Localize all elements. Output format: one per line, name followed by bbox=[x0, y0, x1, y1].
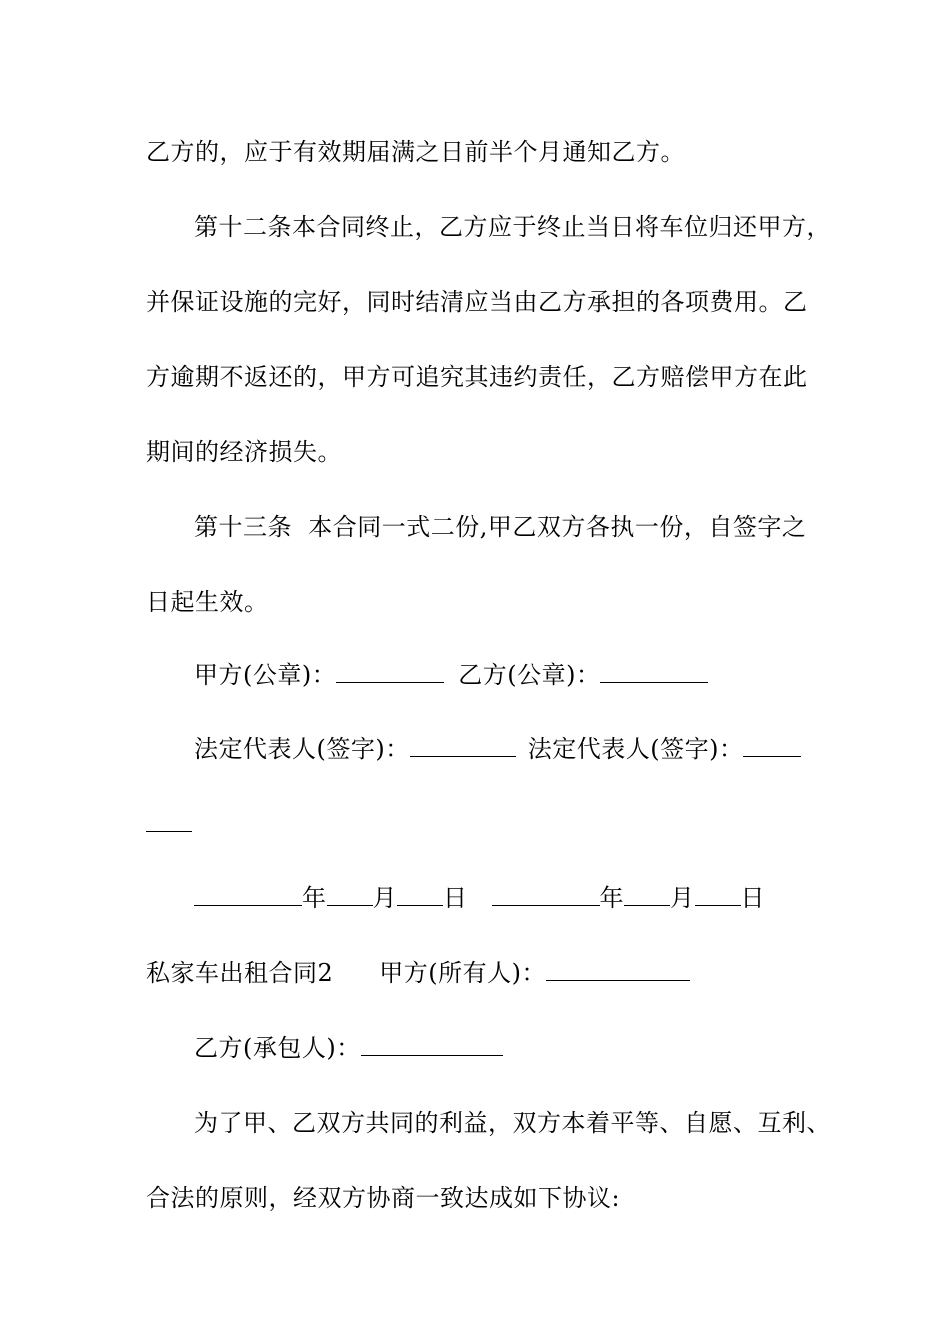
text-line-article-12: 第十二条本合同终止，乙方应于终止当日将车位归还甲方， bbox=[194, 213, 831, 241]
text-line-7: 日起生效。 bbox=[146, 588, 269, 616]
party-a-month-label: 月 bbox=[372, 884, 397, 912]
party-b-seal-label: 乙方(公章)： bbox=[458, 661, 601, 689]
contractor-line bbox=[194, 1033, 503, 1063]
text-line-1: 乙方的，应于有效期届满之日前半个月通知乙方。 bbox=[146, 138, 685, 166]
party-a-seal-blank bbox=[336, 662, 444, 683]
party-b-day-blank bbox=[695, 885, 741, 906]
text-line-3: 并保证设施的完好，同时结清应当由乙方承担的各项费用。乙 bbox=[146, 288, 808, 316]
contract2-para-line-2: 合法的原则，经双方协商一致达成如下协议: bbox=[146, 1184, 621, 1212]
party-b-month-blank bbox=[624, 885, 670, 906]
contract2-header-line bbox=[146, 958, 690, 988]
representative-line bbox=[194, 734, 801, 764]
party-b-rep-label: 法定代表人(签字)： bbox=[527, 735, 744, 763]
party-b-rep-blank-continued bbox=[146, 811, 192, 832]
date-line bbox=[194, 883, 765, 913]
party-b-rep-blank bbox=[743, 736, 801, 757]
owner-label: 甲方(所有人)： bbox=[379, 959, 547, 987]
party-a-seal-label: 甲方(公章)： bbox=[194, 661, 337, 689]
party-a-year-label: 年 bbox=[302, 884, 327, 912]
party-b-year-label: 年 bbox=[599, 884, 624, 912]
party-a-day-label: 日 bbox=[443, 884, 468, 912]
party-a-year-blank bbox=[194, 885, 302, 906]
representative-blank-continued bbox=[146, 809, 192, 839]
contractor-label: 乙方(承包人)： bbox=[194, 1034, 361, 1062]
contractor-blank bbox=[361, 1035, 503, 1056]
party-b-year-blank bbox=[492, 885, 600, 906]
text-line-4: 方逾期不返还的，甲方可追究其违约责任，乙方赔偿甲方在此 bbox=[146, 363, 808, 391]
party-a-day-blank bbox=[397, 885, 443, 906]
owner-blank bbox=[546, 960, 690, 981]
party-a-rep-label: 法定代表人(签字)： bbox=[194, 735, 410, 763]
party-a-month-blank bbox=[327, 885, 373, 906]
party-a-rep-blank bbox=[410, 736, 516, 757]
contract2-para-line-1: 为了甲、乙双方共同的利益，双方本着平等、自愿、互利、 bbox=[194, 1109, 831, 1137]
party-b-day-label: 日 bbox=[740, 884, 765, 912]
text-line-5: 期间的经济损失。 bbox=[146, 438, 342, 466]
seal-line bbox=[194, 660, 708, 690]
party-b-seal-blank bbox=[600, 662, 708, 683]
text-line-article-13: 第十三条 本合同一式二份,甲乙双方各执一份，自签字之 bbox=[194, 513, 807, 541]
party-b-month-label: 月 bbox=[670, 884, 695, 912]
contract2-title: 私家车出租合同2 bbox=[146, 959, 334, 987]
